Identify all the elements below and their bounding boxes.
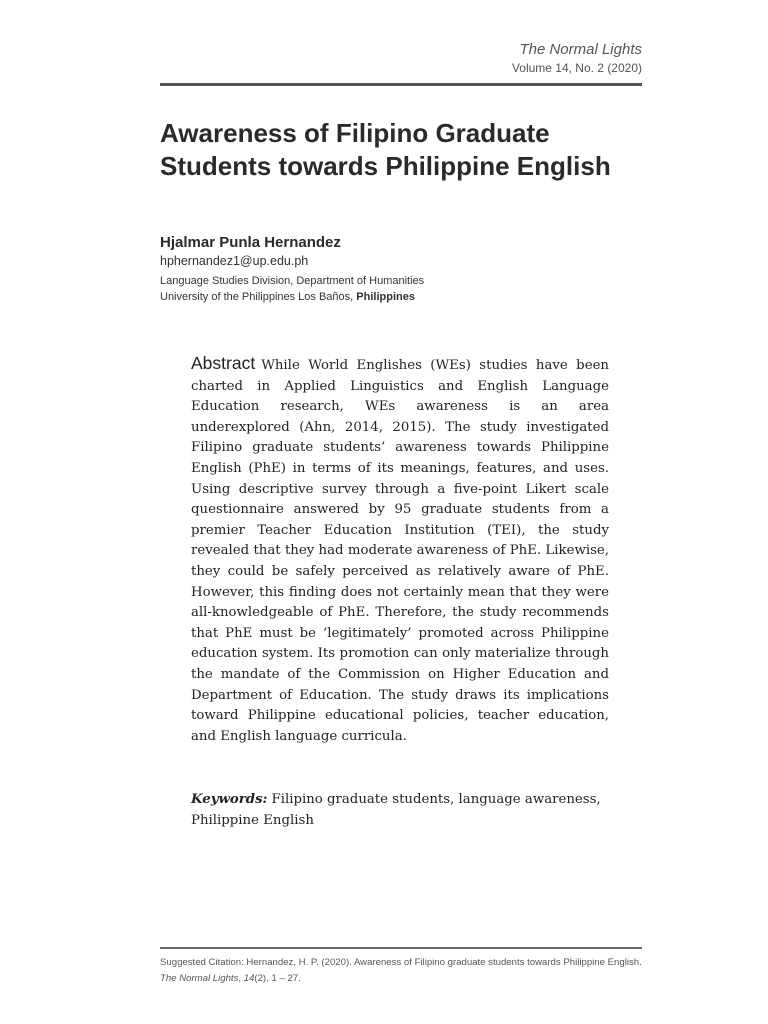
journal-header (512, 40, 642, 76)
citation-separator: , (238, 973, 244, 984)
author-email: hphernandez1@up.edu.ph (160, 254, 309, 268)
footer-divider (160, 947, 642, 949)
abstract-label: Abstract (191, 353, 256, 373)
citation-text: Suggested Citation: Hernandez, H. P. (2020). Awareness of Filipino graduate students towards Philippine English. (160, 957, 642, 968)
keywords (191, 789, 609, 831)
suggested-citation (160, 955, 642, 987)
abstract-text: While World Englishes (WEs) studies have been charted in Applied Linguistics and English Language Education research, WEs awareness is an area underexplored (Ahn, 2014, 2015). The study investigated Filipino graduate students’ awareness towards Philippine English (PhE) in terms of its meanings, features, and uses. Using descriptive survey through a five-point Likert scale questionnaire answered by 95 graduate students from a premier Teacher Education Institution (TEI), the study revealed that they had moderate awareness of PhE. Likewise, they could be safely perceived as relatively aware of PhE. However, this finding does not certainly mean that they were all-knowledgeable of PhE. Therefore, the study recommends that PhE must be ‘legitimately’ promoted across Philippine education system. Its promotion can only materialize through the mandate of the Commission on Higher Education and Department of Education. The study draws its implications toward Philippine educational policies, teacher education, and English language curricula. (191, 358, 609, 744)
keywords-label: Keywords: (191, 792, 268, 807)
author-name: Hjalmar Punla Hernandez (160, 234, 341, 251)
affiliation-line-2 (160, 291, 415, 303)
header-divider (160, 83, 642, 86)
keywords-text: Filipino graduate students, language awareness, Philippine English (191, 792, 601, 828)
abstract (191, 353, 609, 747)
journal-volume-issue: Volume 14, No. 2 (2020) (511, 61, 642, 75)
citation-journal: The Normal Lights (160, 973, 239, 984)
affiliation-country: Philippines (356, 291, 415, 303)
article-title: Awareness of Filipino Graduate Students towards Philippine English (160, 118, 611, 181)
citation-volume: 14 (243, 973, 255, 984)
affiliation-line-1: Language Studies Division, Department of Humanities (160, 275, 425, 287)
journal-name: The Normal Lights (519, 41, 642, 58)
citation-issue-pages: (2), 1 – 27. (254, 973, 301, 984)
affiliation-institution: University of the Philippines Los Baños, (160, 291, 357, 303)
